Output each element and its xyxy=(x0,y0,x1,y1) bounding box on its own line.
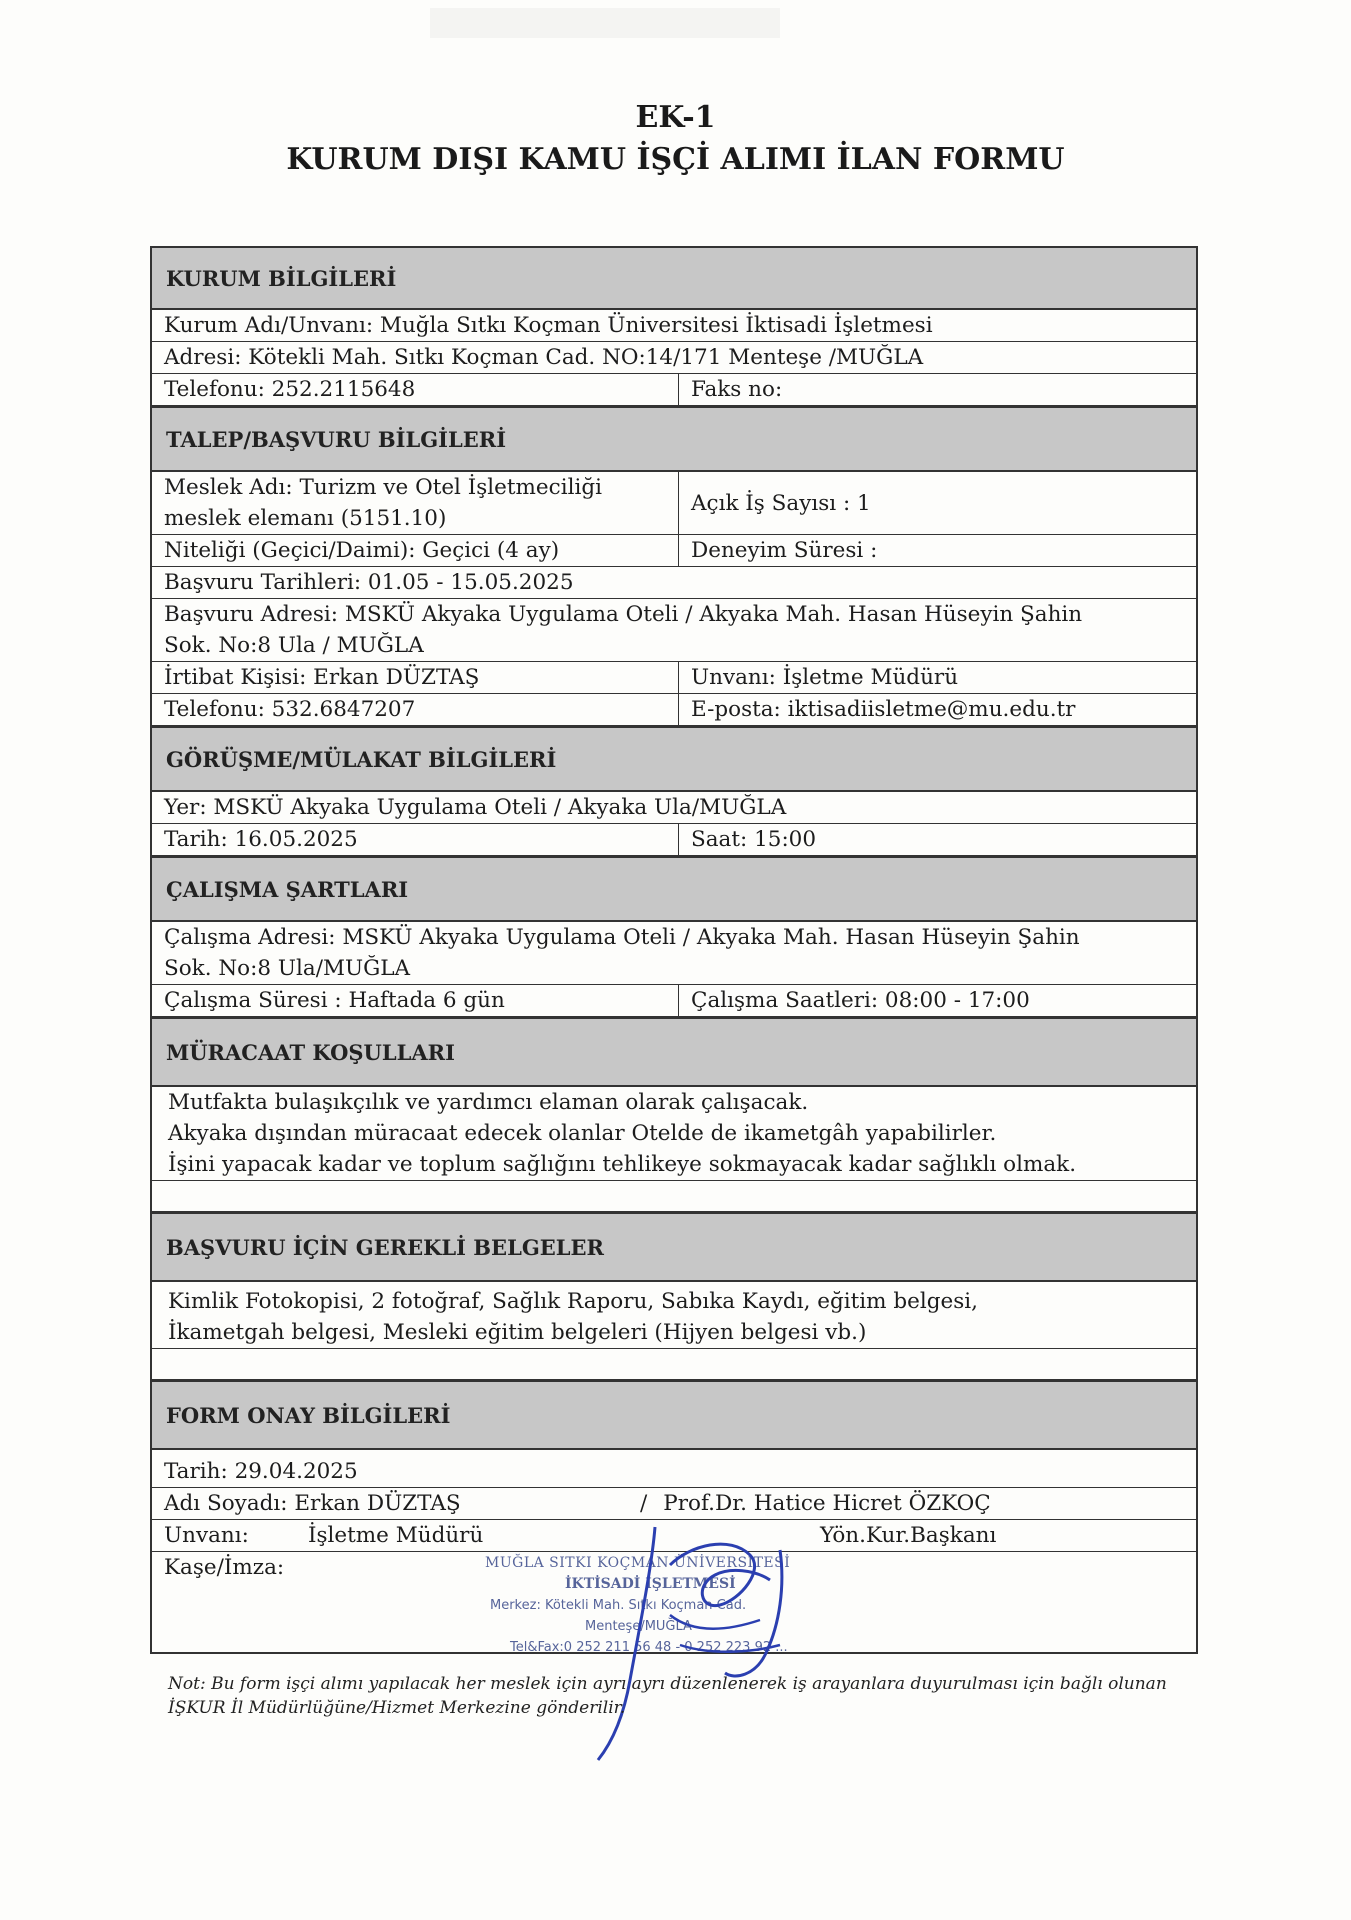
onay-unvan-1: İşletme Müdürü xyxy=(308,1523,484,1548)
onay-unvan-2: Yön.Kur.Başkanı xyxy=(820,1523,997,1548)
muracaat-item: İşini yapacak kadar ve toplum sağlığını tehlikeye sokmayacak kadar sağlıklı olmak. xyxy=(168,1152,1077,1177)
section-onay: FORM ONAY BİLGİLERİ xyxy=(152,1380,1196,1450)
gorusme-tarih-row xyxy=(152,824,1196,856)
muracaat-item: Mutfakta bulaşıkçılık ve yardımcı elaman olarak çalışacak. xyxy=(168,1090,809,1115)
calisma-adresi-line2: Sok. No:8 Ula/MUĞLA xyxy=(164,956,411,981)
kurum-adi-row xyxy=(152,310,1196,342)
gorusme-yer-row xyxy=(152,792,1196,824)
basvuru-adresi-line2: Sok. No:8 Ula / MUĞLA xyxy=(164,633,424,658)
stamp-line-3: Merkez: Kötekli Mah. Sıtkı Koçman Cad. xyxy=(490,1598,747,1613)
muracaat-item-1-row xyxy=(152,1087,1196,1118)
calisma-adresi-row xyxy=(152,922,1196,985)
muracaat-blank-row xyxy=(152,1181,1196,1212)
application-form xyxy=(150,246,1198,1654)
muracaat-item: Akyaka dışından müracaat edecek olanlar Otelde de ikametgâh yapabilirler. xyxy=(168,1121,997,1146)
meslek-adi-line1: Meslek Adı: Turizm ve Otel İşletmeciliği xyxy=(164,475,602,500)
deneyim-suresi: Deneyim Süresi : xyxy=(691,538,878,563)
section-talep: TALEP/BAŞVURU BİLGİLERİ xyxy=(152,406,1196,472)
calisma-saatleri: Çalışma Saatleri: 08:00 - 17:00 xyxy=(691,988,1030,1013)
meslek-row xyxy=(152,472,1196,535)
irtibat-kisisi: İrtibat Kişisi: Erkan DÜZTAŞ xyxy=(152,662,679,693)
kurum-telefon: Telefonu: 252.2115648 xyxy=(152,374,679,405)
basvuru-adresi-row xyxy=(152,599,1196,662)
basvuru-tarihleri: Başvuru Tarihleri: 01.05 - 15.05.2025 xyxy=(164,570,574,595)
gorusme-yer: Yer: MSKÜ Akyaka Uygulama Oteli / Akyaka Ula/MUĞLA xyxy=(164,795,787,820)
kurum-telefon-row xyxy=(152,374,1196,406)
calisma-sure-row xyxy=(152,985,1196,1017)
meslek-adi-line2: meslek elemanı (5151.10) xyxy=(164,506,447,531)
onay-tarih: Tarih: 29.04.2025 xyxy=(164,1459,358,1484)
onay-kase: Kaşe/İmza: xyxy=(164,1555,285,1580)
section-calisma: ÇALIŞMA ŞARTLARI xyxy=(152,856,1196,922)
section-kurum: KURUM BİLGİLERİ xyxy=(152,246,1196,310)
kurum-adres: Adresi: Kötekli Mah. Sıtkı Koçman Cad. NO:14/171 Menteşe /MUĞLA xyxy=(164,345,924,370)
belgeler-line-2: İkametgah belgesi, Mesleki eğitim belgeleri (Hijyen belgesi vb.) xyxy=(168,1320,867,1345)
gorusme-tarih: Tarih: 16.05.2025 xyxy=(152,824,679,855)
onay-tarih-row xyxy=(152,1456,1196,1488)
meslek-adi xyxy=(152,472,679,534)
irtibat-eposta: E-posta: iktisadiisletme@mu.edu.tr xyxy=(691,697,1076,722)
irtibat-unvan: Unvanı: İşletme Müdürü xyxy=(691,665,959,690)
calisma-adresi-line1: Çalışma Adresi: MSKÜ Akyaka Uygulama Oteli / Akyaka Mah. Hasan Hüseyin Şahin xyxy=(164,925,1080,950)
nitelik: Niteliği (Geçici/Daimi): Geçici (4 ay) xyxy=(152,535,679,566)
scan-artifact xyxy=(430,8,780,38)
belgeler-line-1-row xyxy=(152,1282,1196,1317)
kurum-adres-row xyxy=(152,342,1196,374)
onay-adi-2: Prof.Dr. Hatice Hicret ÖZKOÇ xyxy=(663,1491,991,1516)
nitelik-row xyxy=(152,535,1196,567)
acik-is-sayisi: Açık İş Sayısı : 1 xyxy=(691,490,871,516)
basvuru-adresi-line1: Başvuru Adresi: MSKÜ Akyaka Uygulama Oteli / Akyaka Mah. Hasan Hüseyin Şahin xyxy=(164,602,1083,627)
section-belgeler: BAŞVURU İÇİN GEREKLİ BELGELER xyxy=(152,1212,1196,1282)
belgeler-line-1: Kimlik Fotokopisi, 2 fotoğraf, Sağlık Raporu, Sabıka Kaydı, eğitim belgesi, xyxy=(168,1289,978,1314)
basvuru-tarihleri-row xyxy=(152,567,1196,599)
handwritten-signature xyxy=(480,1505,860,1765)
stamp-line-2: İKTİSADİ İŞLETMESİ xyxy=(565,1576,736,1592)
form-title: KURUM DIŞI KAMU İŞÇİ ALIMI İLAN FORMU xyxy=(286,142,1065,177)
irtibat-telefon: Telefonu: 532.6847207 xyxy=(152,694,679,725)
section-gorusme: GÖRÜŞME/MÜLAKAT BİLGİLERİ xyxy=(152,726,1196,792)
onay-adi: Adı Soyadı: Erkan DÜZTAŞ xyxy=(164,1491,461,1516)
stamp-line-1: MUĞLA SITKI KOÇMAN ÜNİVERSİTESİ xyxy=(485,1555,791,1571)
onay-adi-separator: / xyxy=(640,1491,648,1516)
muracaat-item-2-row xyxy=(152,1118,1196,1149)
calisma-suresi: Çalışma Süresi : Haftada 6 gün xyxy=(152,985,679,1016)
footer-note: Not: Bu form işçi alımı yapılacak her meslek için ayrı ayrı düzenlenerek iş arayanlara duyurulması için bağlı olunan İŞKUR İl Müdürlüğüne/Hizmet Merkezine gönderilir. xyxy=(168,1674,1167,1718)
irtibat-iletisim-row xyxy=(152,694,1196,726)
onay-unvan-label: Unvanı: xyxy=(164,1523,249,1548)
kurum-adi: Kurum Adı/Unvanı: Muğla Sıtkı Koçman Üniversitesi İktisadi İşletmesi xyxy=(164,313,933,338)
stamp-line-5: Tel&Fax:0 252 211 56 48 - 0 252 223 92 ... xyxy=(510,1640,788,1655)
muracaat-item-3-row xyxy=(152,1149,1196,1181)
gorusme-saat: Saat: 15:00 xyxy=(691,827,817,852)
basvuru-adresi xyxy=(152,599,1196,661)
kurum-faks: Faks no: xyxy=(691,377,783,402)
form-code: EK-1 xyxy=(635,100,716,135)
belgeler-blank-row xyxy=(152,1349,1196,1380)
section-muracaat: MÜRACAAT KOŞULLARI xyxy=(152,1017,1196,1087)
irtibat-row xyxy=(152,662,1196,694)
stamp-line-4: Menteşe/MUĞLA xyxy=(585,1619,692,1634)
calisma-adresi xyxy=(152,922,1196,984)
belgeler-line-2-row xyxy=(152,1317,1196,1349)
